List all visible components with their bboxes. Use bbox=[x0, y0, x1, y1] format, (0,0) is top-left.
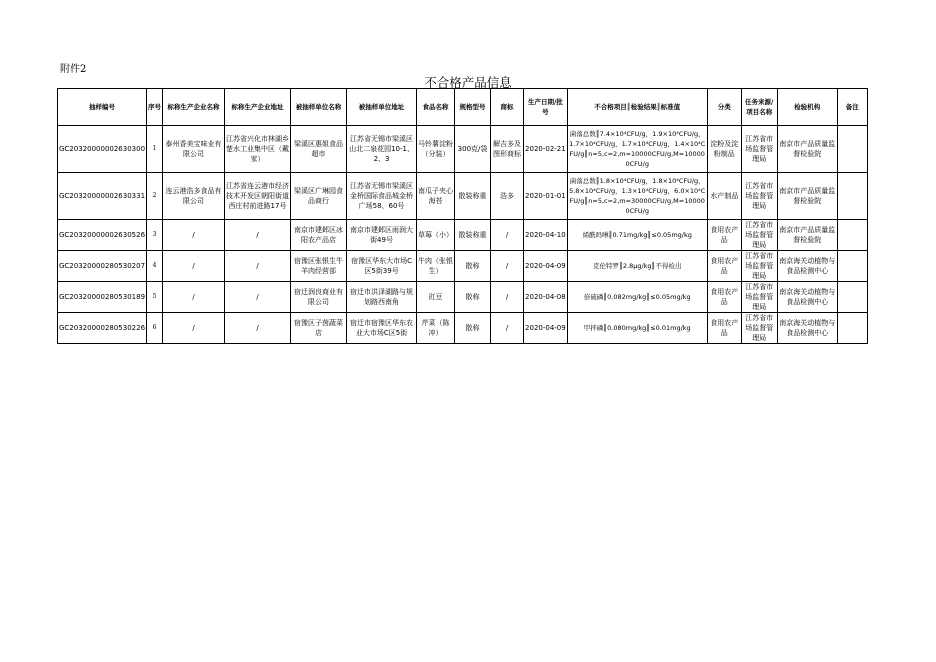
cell-maker-addr: / bbox=[225, 313, 291, 344]
cell-code: GC20320000002630300 bbox=[58, 126, 147, 173]
cell-source: 江苏省市场监督管理局 bbox=[741, 313, 777, 344]
cell-code: GC20320000002630526 bbox=[58, 220, 147, 251]
cell-category: 水产制品 bbox=[707, 173, 741, 220]
cell-result: 菌落总数║1.8×10⁴CFU/g，1.8×10⁴CFU/g，5.8×10⁴CFU/g，1.3×10⁴CFU/g，6.0×10⁴CFU/g║n=5,c=2,m=30000CFU/g,M=100000CFU/g bbox=[567, 173, 707, 220]
cell-unit: 宿迁润良商业有限公司 bbox=[291, 282, 347, 313]
cell-maker: / bbox=[163, 251, 225, 282]
cell-spec: 散装称重 bbox=[455, 173, 491, 220]
cell-category: 淀粉及淀粉制品 bbox=[707, 126, 741, 173]
cell-category: 食用农产品 bbox=[707, 313, 741, 344]
cell-lab: 南京市产品质量监督检验院 bbox=[777, 220, 837, 251]
cell-unit-addr-text: 宿迁市宿豫区华东农业大市场C区5街 bbox=[350, 319, 414, 337]
cell-unit-addr: 江苏省无锡市梁溪区金桥国际食品城金桥广场58、60号 bbox=[347, 173, 417, 220]
cell-seq: 3 bbox=[147, 220, 163, 251]
cell-date: 2020-01-01 bbox=[524, 173, 568, 220]
cell-unit: 宿豫区张银生牛羊肉经营部 bbox=[291, 251, 347, 282]
table-row bbox=[58, 313, 868, 344]
col-header-maker-addr: 标称生产企业地址 bbox=[225, 89, 291, 126]
cell-spec: 散装称重 bbox=[455, 220, 491, 251]
cell-spec: 300克/袋 bbox=[455, 126, 491, 173]
cell-lab: 南京海关动植物与食品检测中心 bbox=[777, 251, 837, 282]
cell-unit-addr: 宿豫区华东大市场C区5街39号 bbox=[347, 251, 417, 282]
cell-food: 草莓（小） bbox=[417, 220, 455, 251]
col-header-note: 备注 bbox=[837, 89, 867, 126]
cell-unit-addr: 南京市建邺区雨润大街49号 bbox=[347, 220, 417, 251]
cell-date: 2020-04-10 bbox=[524, 220, 568, 251]
cell-result: 菌落总数║7.4×10⁴CFU/g，1.9×10⁴CFU/g，1.7×10⁴CFU/g，1.7×10⁴CFU/g，1.4×10⁴CFU/g║n=5,c=2,m=10000CFU/g,M=100000CFU/g bbox=[567, 126, 707, 173]
cell-maker-addr: 江苏省连云港市经济技术开发区朝阳街道西庄村前进路17号 bbox=[225, 173, 291, 220]
table-row bbox=[58, 282, 868, 313]
cell-seq: 5 bbox=[147, 282, 163, 313]
cell-category: 食用农产品 bbox=[707, 282, 741, 313]
cell-unit-addr: 江苏省无锡市梁溪区山北二泉花园10-1、2、3 bbox=[347, 126, 417, 173]
cell-source: 江苏省市场监督管理局 bbox=[741, 251, 777, 282]
cell-maker: / bbox=[163, 313, 225, 344]
cell-result: 倍硫磷║0.082mg/kg║≤0.05mg/kg bbox=[567, 282, 707, 313]
cell-brand: / bbox=[491, 220, 524, 251]
cell-code: GC20320000280530189 bbox=[58, 282, 147, 313]
cell-maker-addr: / bbox=[225, 251, 291, 282]
cell-seq: 4 bbox=[147, 251, 163, 282]
cell-maker: 泰州香美宝味业有限公司 bbox=[163, 126, 225, 173]
cell-category: 食用农产品 bbox=[707, 220, 741, 251]
cell-brand: / bbox=[491, 251, 524, 282]
cell-food: 马铃薯淀粉（分装） bbox=[417, 126, 455, 173]
cell-seq: 2 bbox=[147, 173, 163, 220]
cell-food: 芹菜（陈冲） bbox=[417, 313, 455, 344]
col-header-result: 不合格项目║检验结果║标准值 bbox=[567, 89, 707, 126]
cell-maker-addr: / bbox=[225, 220, 291, 251]
col-header-seq: 序号 bbox=[147, 89, 163, 126]
cell-source: 江苏省市场监督管理局 bbox=[741, 173, 777, 220]
cell-lab: 南京市产品质量监督检验院 bbox=[777, 173, 837, 220]
cell-food: 牛肉（张银生） bbox=[417, 251, 455, 282]
table-header-row bbox=[58, 89, 868, 126]
table-row bbox=[58, 220, 868, 251]
cell-maker-addr: / bbox=[225, 282, 291, 313]
cell-note bbox=[837, 220, 867, 251]
cell-code: GC20320000002630331 bbox=[58, 173, 147, 220]
cell-source: 江苏省市场监督管理局 bbox=[741, 220, 777, 251]
col-header-maker: 标称生产企业名称 bbox=[163, 89, 225, 126]
table-row bbox=[58, 126, 868, 173]
cell-spec: 散称 bbox=[455, 282, 491, 313]
cell-result: 克伦特罗║2.8μg/kg║不得检出 bbox=[567, 251, 707, 282]
cell-lab: 南京市产品质量监督检验院 bbox=[777, 126, 837, 173]
cell-maker: / bbox=[163, 282, 225, 313]
col-header-code: 抽样编号 bbox=[58, 89, 147, 126]
col-header-food: 食品名称 bbox=[417, 89, 455, 126]
cell-code: GC20320000280530226 bbox=[58, 313, 147, 344]
col-header-unit-addr: 被抽样单位地址 bbox=[347, 89, 417, 126]
table-row bbox=[58, 251, 868, 282]
cell-date: 2020-04-08 bbox=[524, 282, 568, 313]
cell-result: 甲拌磷║0.080mg/kg║≤0.01mg/kg bbox=[567, 313, 707, 344]
cell-brand: 解吉多及图形商标 bbox=[491, 126, 524, 173]
cell-food: 豇豆 bbox=[417, 282, 455, 313]
cell-unit-addr: 宿迁市洪泽湖路与规划路西南角 bbox=[347, 282, 417, 313]
cell-result: 烯酰吗啉║0.71mg/kg║≤0.05mg/kg bbox=[567, 220, 707, 251]
table-row bbox=[58, 173, 868, 220]
cell-note bbox=[837, 126, 867, 173]
cell-date: 2020-04-09 bbox=[524, 313, 568, 344]
cell-source: 江苏省市场监督管理局 bbox=[741, 282, 777, 313]
cell-unit-addr bbox=[347, 313, 417, 344]
cell-note bbox=[837, 282, 867, 313]
cell-maker: / bbox=[163, 220, 225, 251]
col-header-date: 生产日期/批号 bbox=[524, 89, 568, 126]
col-header-lab: 检验机构 bbox=[777, 89, 837, 126]
cell-date: 2020-02-21 bbox=[524, 126, 568, 173]
cell-unit: 梁溪区惠姐食品超市 bbox=[291, 126, 347, 173]
cell-lab: 南京海关动植物与食品检测中心 bbox=[777, 282, 837, 313]
cell-unit: 梁溪区广琳园食品商行 bbox=[291, 173, 347, 220]
page-title: 不合格产品信息 bbox=[424, 75, 512, 90]
cell-note bbox=[837, 173, 867, 220]
cell-source: 江苏省市场监督管理局 bbox=[741, 126, 777, 173]
cell-category: 食用农产品 bbox=[707, 251, 741, 282]
col-header-spec: 规格型号 bbox=[455, 89, 491, 126]
cell-note bbox=[837, 251, 867, 282]
cell-date: 2020-04-09 bbox=[524, 251, 568, 282]
cell-maker: 连云港浩多食品有限公司 bbox=[163, 173, 225, 220]
col-header-brand: 商标 bbox=[491, 89, 524, 126]
cell-seq: 6 bbox=[147, 313, 163, 344]
cell-unit: 宿豫区子茵蔬菜店 bbox=[291, 313, 347, 344]
cell-code: GC20320000280530207 bbox=[58, 251, 147, 282]
cell-brand: / bbox=[491, 313, 524, 344]
col-header-source: 任务来源/项目名称 bbox=[741, 89, 777, 126]
cell-unit: 南京市建邺区冰阳农产品店 bbox=[291, 220, 347, 251]
cell-lab: 南京海关动植物与食品检测中心 bbox=[777, 313, 837, 344]
cell-brand: / bbox=[491, 282, 524, 313]
attachment-label: 附件2 bbox=[60, 64, 87, 75]
unqualified-products-table bbox=[57, 88, 868, 344]
cell-food: 南瓜子夹心海苔 bbox=[417, 173, 455, 220]
col-header-category: 分类 bbox=[707, 89, 741, 126]
cell-brand: 浩多 bbox=[491, 173, 524, 220]
cell-maker-addr: 江苏省兴化市林湖乡楚水工业集中区（戴家） bbox=[225, 126, 291, 173]
cell-seq: 1 bbox=[147, 126, 163, 173]
cell-spec: 散称 bbox=[455, 313, 491, 344]
col-header-unit: 被抽样单位名称 bbox=[291, 89, 347, 126]
cell-spec: 散称 bbox=[455, 251, 491, 282]
cell-note bbox=[837, 313, 867, 344]
